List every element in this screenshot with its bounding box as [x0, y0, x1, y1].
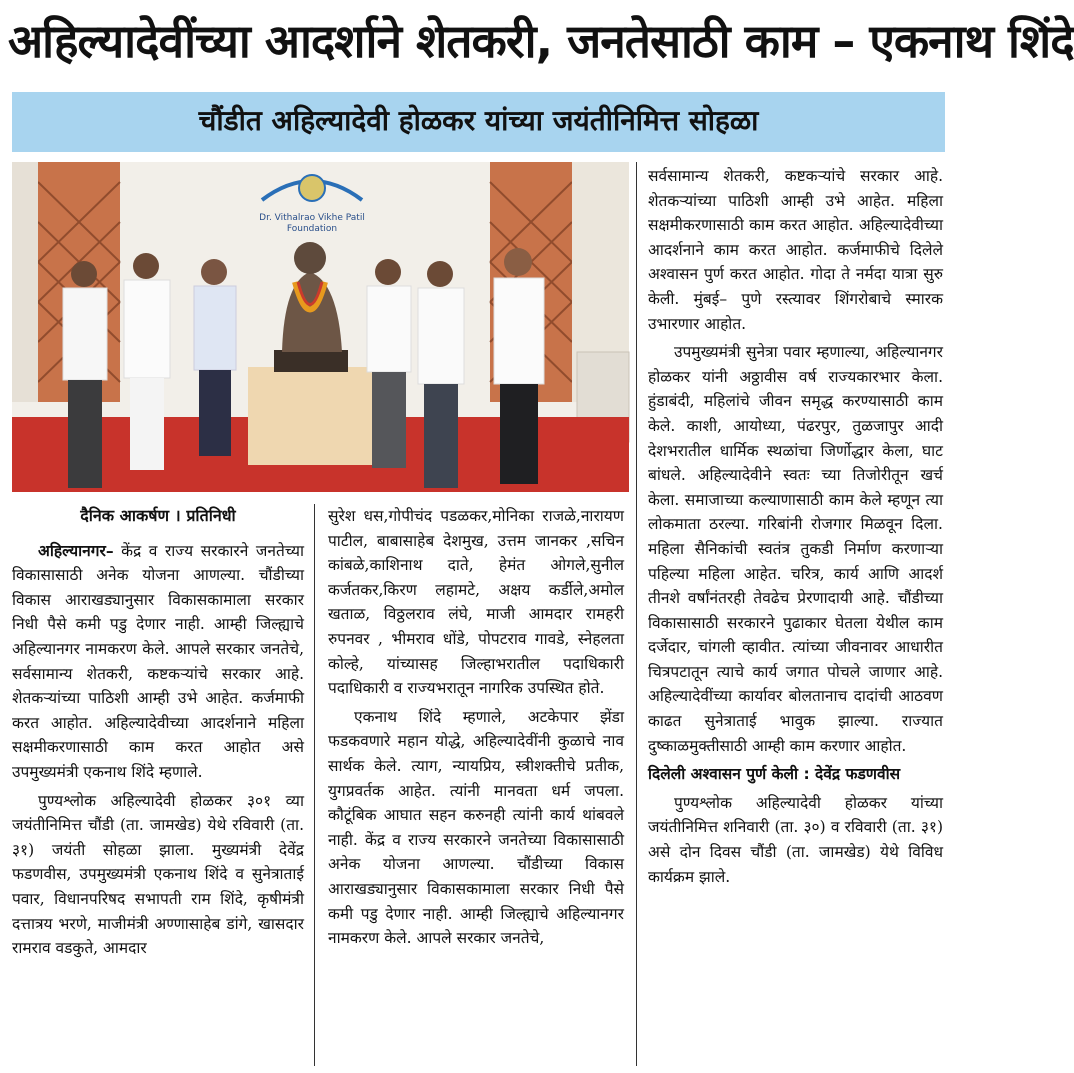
- paragraph-1-text: केंद्र व राज्य सरकारने जनतेच्या विकासासाठी अनेक योजना आणल्या. चौंडीच्या विकास आराखड्यानुसार विकासकामाला सरकार निधी पैसे कमी पडु देणार नाही. आम्ही जिल्ह्याचे अहिल्यानगर नामकरण केले. आपले सरकार जनतेचे, सर्वसामान्य शेतकरी, कष्टकऱ्यांचे सरकार आहे. शेतकऱ्यांच्या पाठिशी आम्ही उभे आहेत. कर्जमाफी करत आहोत. अहिल्यादेवीच्या आदर्शनाने महिला सक्षमीकरणासाठी काम करत आहोत असे उपमुख्यमंत्री एकनाथ शिंदे म्हणाले.: [12, 541, 304, 781]
- paragraph-5: सर्वसामान्य शेतकरी, कष्टकऱ्यांचे सरकार आहे. शेतकऱ्यांच्या पाठिशी आम्ही उभे आहेत. महिला सक्षमीकरणासाठी काम करत आहोत. अहिल्यादेवीच्या आदर्शनाने काम करत आहोत. कर्जमाफीचे दिलेले अश्वासन पुर्ण करत आहोत. गोदा ते नर्मदा यात्रा सुरु केली. मुंबई– पुणे रस्त्यावर शिंगरोबाचे स्मारक उभारणार आहोत.: [648, 167, 943, 333]
- paragraph-1: [12, 539, 304, 785]
- logo-text-line1: Dr. Vithalrao Vikhe Patil: [259, 213, 365, 223]
- paragraph-6: उपमुख्यमंत्री सुनेत्रा पवार म्हणाल्या, अहिल्यानगर होळकर यांनी अठ्ठावीस वर्ष राज्यकारभार केला. हुंडाबंदी, महिलांचे जीवन समृद्ध करण्यासाठी काम केले. काशी, आयोध्या, पंढरपुर, तुळजापुर आदी देशभरातील धार्मिक स्थळांचा जिर्णोद्धार केला, घाट बांधले. अहिल्यादेवीने स्वतः च्या तिजोरीतून खर्च केला. समाजाच्या कल्याणासाठी काम केले म्हणून त्या लोकमाता ठरल्या. गरिबांनी रोजगार मिळवून दिला. महिला सैनिकांची स्वतंत्र तुकडी निर्माण करणाऱ्या पहिल्या महिला आहेत. चरित्र, कार्य आणि आदर्श तीनशे वर्षांनंतरही तेवढेच प्रेरणादायी आहे. चौंडीच्या विकासासाठी सरकारने पुढाकार घेतला येथील काम दर्जेदार, चांगली व्हावीत. त्यांच्या जीवनावर आधारीत चित्रपटातून त्याचे कार्य जगात पोचले जाणार आहे. अहिल्यादेवींच्या कार्यावर बोलतानाच दादांची आठवण काढत सुनेत्राताई भावुक झाल्या. राज्यात दुष्काळमुक्तीसाठी आम्ही काम करणार आहोत.: [648, 343, 943, 755]
- paragraph-4: एकनाथ शिंदे म्हणाले, अटकेपार झेंडा फडकवणारे महान योद्धे, अहिल्यादेवींनी कुळाचे नाव सार्थक केले. त्याग, न्यायप्रिय, स्त्रीशक्तीचे प्रतीक, युगप्रवर्तक आहेत. त्यांनी मानवता धर्म जपला. कौटूंबिक आघात सहन करुनही त्यांनी कार्य थांबवले नाही. केंद्र व राज्य सरकारने जनतेच्या विकासासाठी अनेक योजना आणल्या. चौंडीच्या विकास आराखड्यानुसार विकासकामाला सरकार निधी पैसे कमी पडु देणार नाही. आम्ही जिल्ह्याचे अहिल्यानगर नामकरण केले. आपले सरकार जनतेचे,: [328, 707, 624, 948]
- article-column-2: [328, 504, 624, 951]
- subheading-2: दिलेली अश्वासन पुर्ण केली : देवेंद्र फडणवीस: [648, 765, 901, 784]
- paragraph-7: पुण्यश्लोक अहिल्यादेवी होळकर यांच्या जयंतीनिमित्त शनिवारी (ता. ३०) व रविवारी (ता. ३१) असे दोन दिवस चौंडी (ता. जामखेड) येथे विविध कार्यक्रम झाले.: [648, 793, 943, 886]
- paragraph-3: सुरेश धस,गोपीचंद पडळकर,मोनिका राजळे,नारायण पाटील, बाबासाहेब देशमुख, उत्तम जानकर ,सचिन कांबळे,काशिनाथ दाते, हेमंत ओगले,सुनील कर्जतकर,किरण लहामटे, अक्षय कर्डीले,अमोल खताळ, विठ्ठलराव लंघे, माजी आमदार रामहरी रुपनवर , भीमराव धोंडे, पोपटराव गावडे, स्नेहलता कोल्हे, यांच्यासह जिल्हाभरातील पदाधिकारी पदाधिकारी व राज्यभरातून नागरिक उपस्थित होते.: [328, 507, 624, 698]
- event-photo: [12, 162, 629, 492]
- dateline: अहिल्यानगर–: [38, 541, 114, 560]
- article-column-1: [12, 504, 304, 961]
- logo-text-line2: Foundation: [286, 224, 338, 234]
- byline: दैनिक आकर्षण । प्रतिनिधी: [80, 506, 236, 525]
- event-photo-illustration: [12, 162, 629, 492]
- column-divider-2: [636, 162, 637, 1066]
- article-column-3: [648, 164, 943, 889]
- subheadline: चौंडीत अहिल्यादेवी होळकर यांच्या जयंतीनिमित्त सोहळा: [198, 104, 759, 137]
- column-divider-1: [314, 504, 315, 1066]
- pedestal: [248, 367, 374, 465]
- headline: अहिल्यादेवींच्या आदर्शाने शेतकरी, जनतेसाठी काम – एकनाथ शिंदे: [8, 14, 1074, 68]
- paragraph-2: पुण्यश्लोक अहिल्यादेवी होळकर ३०१ व्या जयंतीनिमित्त चौंडी (ता. जामखेड) येथे रविवारी (ता. ३१) जयंती सोहळा झाला. मुख्यमंत्री देवेंद्र फडणवीस, उपमुख्यमंत्री एकनाथ शिंदे व सुनेत्राताई पवार, विधानपरिषद सभापती राम शिंदे, कृषीमंत्री दत्तात्रय भरणे, माजीमंत्री अण्णासाहेब डांगे, खासदार रामराव वडकुते, आमदार: [12, 791, 304, 958]
